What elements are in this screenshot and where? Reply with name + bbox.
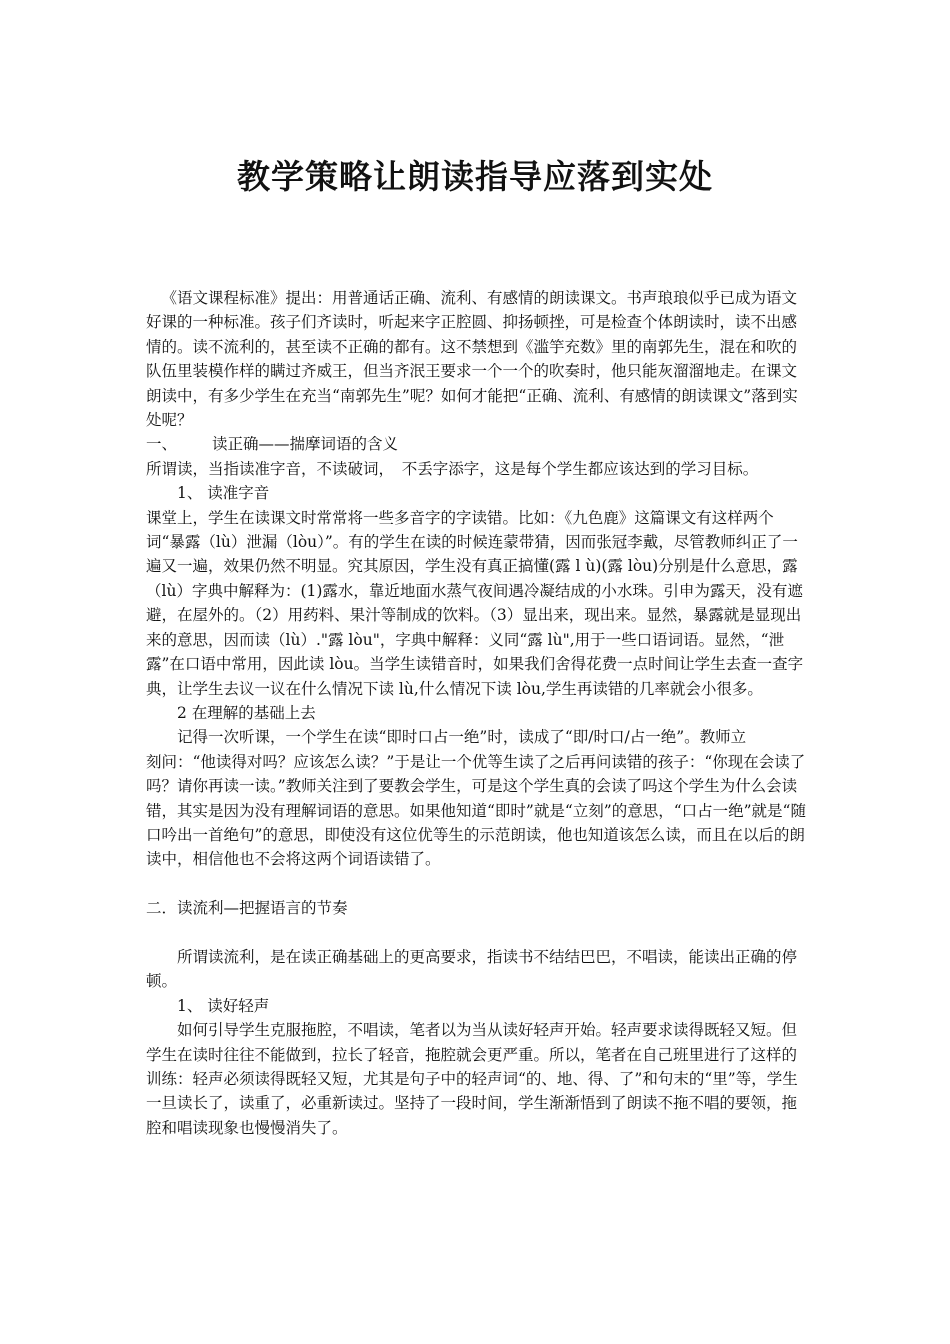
section1-definition: 所谓读，当指读准字音，不读破词， 不丢字添字，这是每个学生都应该达到的学习目标。 [146,459,759,478]
intro-paragraph: 《语文课程标准》提出：用普通话正确、流利、有感情的朗读课文。书声琅琅似乎已成为语文好课的一种标准。孩子们齐读时，听起来字正腔圆、抑扬顿挫，可是检查个体朗读时，读不出感情的。读不流利的，甚至读不正确的都有。这不禁想到《滥竽充数》里的南郭先生，混在和吹的队伍里装模作样的瞒过齐威王，但当齐泯王要求一个一个的吹奏时，他只能灰溜溜地走。在课文朗读中，有多少学生在充当“南郭先生”呢？如何才能把“正确、流利、有感情的朗读课文”落到实处呢？ [146,289,798,430]
section1-heading [146,432,811,456]
section1-sub1-heading: 1、 读准字音 [177,484,270,503]
section2-sub1-text: 如何引导学生克服拖腔，不唱读，笔者以为当从读好轻声开始。轻声要求读得既轻又短。但学生在读时往往不能做到，拉长了轻音，拖腔就会更严重。所以，笔者在自己班里进行了这样的训练：轻声必须读得既轻又短，尤其是句子中的轻声词“的、地、得、了”和句末的“里”等，学生一旦读长了，读重了，必重新读过。坚持了一段时间，学生渐渐悟到了朗读不拖不唱的要领，拖腔和唱读现象也慢慢消失了。 [146,1021,798,1137]
section2-sub1-heading: 1、 读好轻声 [177,996,270,1015]
section2-definition: 所谓读流利，是在读正确基础上的更高要求，指读书不结结巴巴，不唱读，能读出正确的停顿。 [146,947,798,991]
section1-heading-text: 读正确——揣摩词语的含义 [212,435,399,454]
section1-sub2-text1: 记得一次听课，一个学生在读“即时口占一绝”时，读成了“即/时口/占一绝”。教师立 [177,728,747,747]
blank-line [146,872,811,896]
section1-sub2-heading: 2 在理解的基础上去 [177,703,316,722]
section1-sub2-text2: 刻问：“他读得对吗？应该怎么读？”于是让一个优等生读了之后再问读错的孩子：“你现在会读了吗？请你再读一读。”教师关注到了要教会学生，可是这个学生真的会读了吗这个学生为什么会读错，其实是因为没有理解词语的意思。如果他知道“即时”就是“立刻”的意思，“口占一绝”就是“随口吟出一首绝句”的意思，即使没有这位优等生的示范朗读，他也知道该怎么读，而且在以后的朗读中，相信他也不会将这两个词语读错了。 [146,752,806,869]
section2-heading: 二．读流利—把握语言的节奏 [146,899,348,918]
blank-line [146,921,811,945]
section1-number: 一、 [146,435,178,454]
section1-sub1-text: 课堂上，学生在读课文时常常将一些多音字的字读错。比如：《九色鹿》这篇课文有这样两个词“暴露（lù）泄漏（lòu）”。有的学生在读的时候连蒙带猜，因而张冠李戴，尽管教师纠正了一遍又一遍，效果仍然不明显。究其原因，学生没有真正搞懂(露 l ù)(露 lòu)分别是什么意思，露（lù）字典中解释为：(1)露水，靠近地面水蒸气夜间遇冷凝结成的小水珠。引申为露天，没有遮避，在屋外的。（2）用药料、果汁等制成的饮料。（3）显出来，现出来。显然，暴露就是显现出来的意思，因而读（lù）."露 lòu"，字典中解释：义同“露 lù",用于一些口语词语。显然，“泄露”在口语中常用，因此读 lòu。当学生读错音时，如果我们舍得花费一点时间让学生去查一查字典，让学生去议一议在什么情况下读 lù,什么情况下读 lòu,学生再读错的几率就会小很多。 [146,508,804,698]
document-body [146,286,811,1140]
document-title: 教学策略让朗读指导应落到实处 [237,157,713,196]
